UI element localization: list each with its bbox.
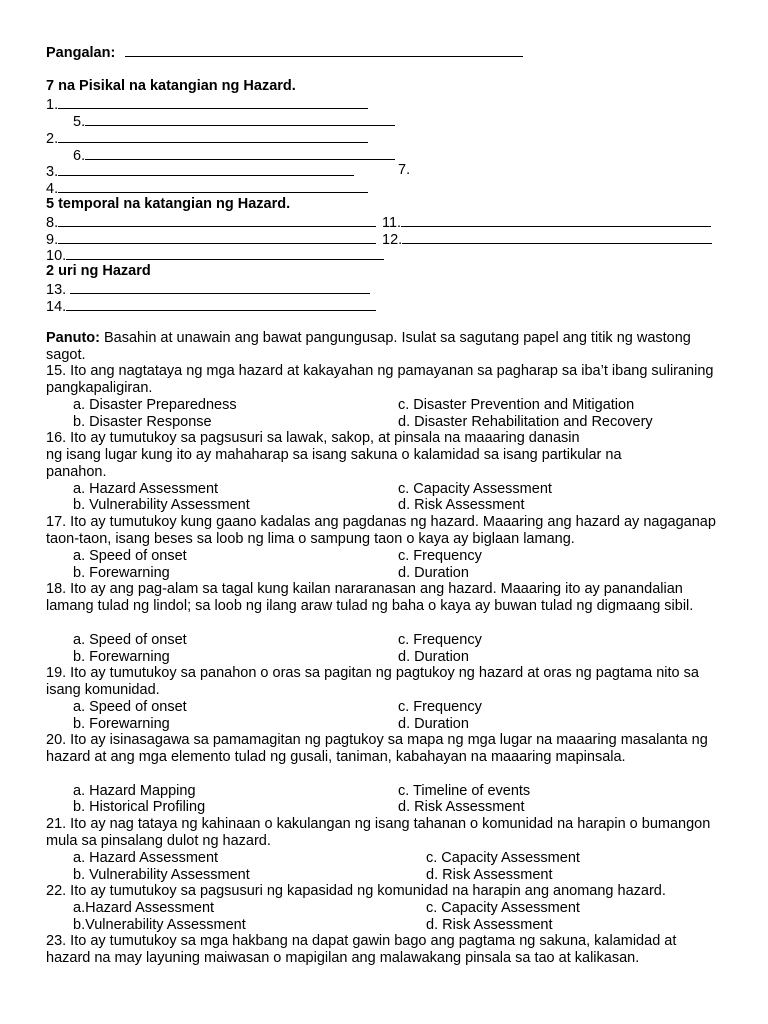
answer-line[interactable] [58,213,376,227]
blank-8: 8. [46,213,376,232]
answer-line[interactable] [85,112,395,126]
choice-b[interactable]: b.Vulnerability Assessment [73,917,246,933]
question-16-line-1: 16. Ito ay tumutukoy sa pagsusuri sa lawak, sakop, at pinsala na maaaring danasin [46,430,580,446]
choice-a[interactable]: a. Speed of onset [73,632,187,648]
question-23: 23. Ito ay tumutukoy sa mga hakbang na dapat gawin bago ang pagtama ng sakuna, kalamidad at hazard na may layuning maiwasan o mapigilan ang malawakang pinsala sa tao at kalikasan. [46,933,677,966]
choice-a[interactable]: a. Speed of onset [73,548,187,564]
section-title-temporal: 5 temporal na katangian ng Hazard. [46,196,291,212]
choice-d[interactable]: d. Disaster Rehabilitation and Recovery [398,414,653,430]
instructions-text: Basahin at unawain ang bawat pangungusap. Isulat sa sagutang papel ang titik ng wastong sagot. [46,330,691,363]
blank-4: 4. [46,179,368,198]
choice-a[interactable]: a. Hazard Mapping [73,783,196,799]
answer-line[interactable] [402,230,712,244]
choice-d[interactable]: d. Duration [398,565,469,581]
choice-a[interactable]: a. Speed of onset [73,699,187,715]
question-16-line-3: panahon. [46,464,107,480]
choice-c[interactable]: c. Capacity Assessment [426,900,580,916]
answer-line[interactable] [401,213,711,227]
section-title-physical: 7 na Pisikal na katangian ng Hazard. [46,78,296,94]
choice-b[interactable]: b. Forewarning [73,649,170,665]
name-blank[interactable] [125,43,523,57]
blank-9: 9. [46,230,376,249]
choice-d[interactable]: d. Risk Assessment [426,917,553,933]
blank-13: 13. [46,280,370,299]
blank-3: 3. [46,162,354,181]
blank-5: 5. [73,112,395,131]
answer-line[interactable] [58,129,368,143]
blank-1: 1. [46,95,368,114]
choice-c[interactable]: c. Disaster Prevention and Mitigation [398,397,635,413]
choice-c[interactable]: c. Frequency [398,699,482,715]
instructions [46,330,718,364]
question-20: 20. Ito ay isinasagawa sa pamamagitan ng pagtukoy sa mapa ng mga lugar na maaaring masalanta ng hazard at ang mga elemento tulad ng gusali, taniman, kabahayan na maaaring mapinsala. [46,732,708,765]
question-18: 18. Ito ay ang pag-alam sa tagal kung kailan nararanasan ang hazard. Maaaring ito ay panandalian lamang tulad ng lindol; sa loob ng ilang araw tulad ng baha o kaya ay buwan tulad ng digmaang sibil. [46,581,694,614]
choice-a[interactable]: a. Hazard Assessment [73,850,219,866]
blank-7: 7. [398,162,411,178]
choice-d[interactable]: d. Risk Assessment [426,867,553,883]
choice-d[interactable]: d. Duration [398,716,469,732]
choice-c[interactable]: c. Frequency [398,548,482,564]
blank-14: 14. [46,297,376,316]
choice-b[interactable]: b. Vulnerability Assessment [73,497,250,513]
choice-a[interactable]: a. Disaster Preparedness [73,397,237,413]
choice-b[interactable]: b. Forewarning [73,565,170,581]
question-21: 21. Ito ay nag tataya ng kahinaan o kakulangan ng isang tahanan o komunidad na harapin o bumangon mula sa pinsalang dulot ng hazard. [46,816,711,849]
choice-b[interactable]: b. Disaster Response [73,414,212,430]
answer-line[interactable] [66,246,384,260]
choice-c[interactable]: c. Capacity Assessment [398,481,552,497]
choice-d[interactable]: d. Risk Assessment [398,799,525,815]
answer-line[interactable] [70,280,370,294]
answer-line[interactable] [58,179,368,193]
blank-6: 6. [73,146,395,165]
choice-b[interactable]: b. Vulnerability Assessment [73,867,250,883]
choice-a[interactable]: a.Hazard Assessment [73,900,215,916]
name-row [46,43,523,62]
question-16-line-2: ng isang lugar kung ito ay mahaharap sa isang sakuna o kalamidad sa isang partikular na [46,447,622,463]
choice-d[interactable]: d. Duration [398,649,469,665]
answer-line[interactable] [58,95,368,109]
instructions-label: Panuto: [46,330,100,346]
blank-10: 10. [46,246,384,265]
question-22: 22. Ito ay tumutukoy sa pagsusuri ng kapasidad ng komunidad na harapin ang anomang hazard. [46,883,666,899]
choice-b[interactable]: b. Forewarning [73,716,170,732]
answer-line[interactable] [85,146,395,160]
name-label: Pangalan: [46,45,116,61]
blank-12: 12. [382,230,712,249]
choice-a[interactable]: a. Hazard Assessment [73,481,219,497]
choice-c[interactable]: c. Frequency [398,632,482,648]
choice-b[interactable]: b. Historical Profiling [73,799,206,815]
section-title-types: 2 uri ng Hazard [46,263,151,279]
blank-2: 2. [46,129,368,148]
answer-line[interactable] [66,297,376,311]
question-15: 15. Ito ang nagtataya ng mga hazard at kakayahan ng pamayanan sa pagharap sa iba’t ibang suliraning pangkapaligiran. [46,363,714,396]
choice-c[interactable]: c. Capacity Assessment [426,850,580,866]
question-17: 17. Ito ay tumutukoy kung gaano kadalas ang pagdanas ng hazard. Maaaring ang hazard ay nagaganap taon-taon, isang beses sa loob ng lima o sampung taon o kaya ay biglaan lamang. [46,514,716,547]
blank-11: 11. [382,213,711,232]
choice-d[interactable]: d. Risk Assessment [398,497,525,513]
answer-line[interactable] [58,230,376,244]
answer-line[interactable] [58,162,354,176]
question-19: 19. Ito ay tumutukoy sa panahon o oras sa pagitan ng pagtukoy ng hazard at oras ng pagtama nito sa isang komunidad. [46,665,699,698]
choice-c[interactable]: c. Timeline of events [398,783,531,799]
